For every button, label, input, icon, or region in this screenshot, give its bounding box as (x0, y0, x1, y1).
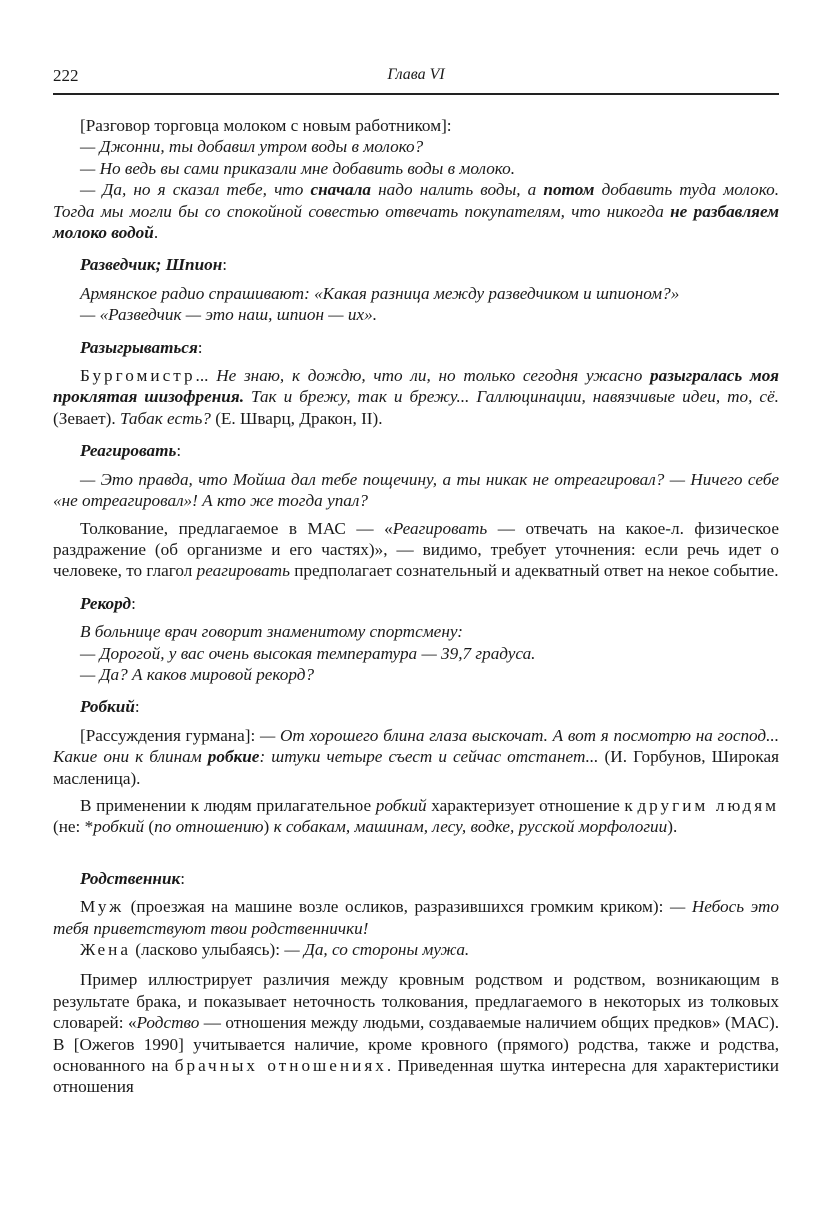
text: реагировать (196, 561, 290, 581)
text: предполагает сознательный и адекватный ответ на некое событие. (289, 561, 779, 581)
react-joke: — Это правда, что Мойша дал тебе пощечину, а ты никак не отреагировал? — Ничего себе «не отреагировал»! А кто же тогда упал? (53, 469, 779, 511)
chapter-title: Глава VI (387, 66, 445, 83)
spy-line-1: Армянское радио спрашивают: «Какая разница между разведчиком и шпионом?» (80, 283, 680, 303)
emphasis: робкие (207, 747, 260, 767)
text: [Рассуждения гурмана]: (80, 725, 260, 745)
heading-text: Робкий (80, 697, 135, 717)
heading-text: Родственник (80, 868, 181, 888)
speaker: Муж (80, 897, 125, 917)
text: Не знаю, к дождю, что ли, но только сегодня ужасно (216, 366, 651, 386)
record-line-2: — Дорогой, у вас очень высокая температура — 39,7 градуса. (80, 643, 536, 663)
colon: : (134, 697, 140, 717)
spaced-text: брачных отношениях (174, 1056, 387, 1076)
colon: : (222, 255, 228, 275)
colon: : (197, 337, 203, 357)
text: — отношения между людьми, создаваемые наличием общих предков» (МАС). В [Ожегов 1990] учитывается наличие, кроме кровного (прямого) родства, также и родства, основанного на (53, 1013, 779, 1076)
entry-heading-play (53, 337, 779, 358)
text: ... (195, 366, 217, 386)
text: (проезжая на машине возле осликов, разразившихся громким криком): (124, 897, 670, 917)
text: . (153, 223, 159, 243)
text: по отношению (154, 817, 264, 837)
speaker: Бургомистр (80, 366, 196, 386)
colon: : (180, 868, 186, 888)
react-commentary (53, 518, 779, 582)
text: — Да, но я сказал тебе, что (80, 180, 311, 200)
text: Так и брежу, так и брежу... Галлюцинации, навязчивые идеи, то, сё. (244, 387, 779, 407)
entry-heading-record (53, 593, 779, 614)
text: Реагировать (392, 518, 488, 538)
text: добавить туда молоко. Тогда мы могли бы со спокойной совестью отвечать покупателям, что никогда (53, 180, 779, 221)
colon: : (131, 593, 136, 613)
milk-line-2: — Но ведь вы сами приказали мне добавить воды в молоко. (80, 158, 516, 178)
text: характеризует отношение к (426, 795, 638, 815)
speaker: Жена (80, 940, 131, 959)
text: к собакам, машинам, лесу, водке, русской морфологии (273, 817, 668, 837)
play-quote (53, 365, 779, 429)
text: надо налить воды, а (371, 180, 544, 200)
text: — Да, со стороны мужа. (284, 940, 470, 959)
text: — От хорошего блина глаза выскочат. А вот я посмотрю на господ... Какие они к блинам (53, 725, 779, 767)
text: (ласково улыбаясь): (130, 940, 285, 959)
text: робкий (93, 817, 145, 837)
timid-quote (53, 725, 779, 789)
spaced-text: другим людям (637, 795, 780, 815)
entry-heading-timid (53, 696, 779, 717)
heading-text: Реагировать (80, 441, 177, 461)
text: Толкование, предлагаемое в МАС — « (80, 518, 393, 538)
relative-commentary (53, 969, 779, 1097)
colon: : (176, 441, 182, 461)
text: ) (263, 817, 274, 837)
citation: (И. Горбунов, Широкая масленица). (53, 747, 780, 788)
emphasis: сначала (310, 180, 372, 200)
text: (не: * (53, 817, 94, 837)
text: . Приведенная шутка интересна для характеристики отношения (53, 1056, 780, 1097)
page-body (53, 115, 779, 1098)
text: — отвечать на какое-л. физическое раздражение (об организме и его частях)», — видимо, требует уточнения: если речь идет о человеке, то глагол (53, 518, 779, 581)
text: ( (144, 817, 155, 837)
relative-wife-line (53, 939, 779, 960)
text: (Зевает). (53, 408, 120, 428)
spy-line-2: — «Разведчик — это наш, шпион — их». (80, 305, 377, 325)
timid-commentary (53, 795, 779, 838)
emphasis: разыгралась моя проклятая шизофрения. (53, 366, 780, 407)
running-head (53, 60, 779, 90)
page-number: 222 (53, 66, 79, 85)
entry-heading-react (53, 440, 779, 461)
header-rule (53, 93, 779, 95)
text: Табак есть? (119, 408, 211, 428)
emphasis: потом (543, 180, 595, 200)
text: робкий (375, 795, 427, 815)
book-page (53, 60, 780, 1097)
entry-heading-relative (53, 868, 779, 889)
milk-intro: [Разговор торговца молоком с новым работником]: (80, 116, 452, 135)
record-line-3: — Да? А каков мировой рекорд? (80, 664, 315, 684)
record-line-1: В больнице врач говорит знаменитому спортсмену: (80, 622, 463, 642)
milk-line-1: — Джонни, ты добавил утром воды в молоко? (80, 137, 424, 157)
entry-heading-spy (53, 254, 779, 275)
heading-text: Рекорд (80, 593, 132, 613)
heading-text: Разведчик; Шпион (80, 255, 223, 275)
relative-husband-line (53, 896, 779, 939)
text: : штуки четыре съест и сейчас отстанет... (259, 747, 599, 767)
citation: (Е. Шварц, Дракон, II). (210, 408, 383, 428)
text: Пример иллюстрирует различия между кровным родством и родством, возникающим в результате брака, и показывает неточность толкования, предлагаемого в некоторых из толковых словарей: « (53, 970, 779, 1033)
emphasis: не разбавляем молоко водой (53, 201, 779, 243)
text: Родство (136, 1013, 200, 1033)
text: ). (667, 817, 678, 837)
heading-text: Разыгрываться (80, 337, 198, 357)
text: В применении к людям прилагательное (80, 795, 376, 815)
milk-line-3 (53, 179, 779, 243)
text: — Небось это тебя приветствуют твои родственнички! (53, 897, 780, 938)
